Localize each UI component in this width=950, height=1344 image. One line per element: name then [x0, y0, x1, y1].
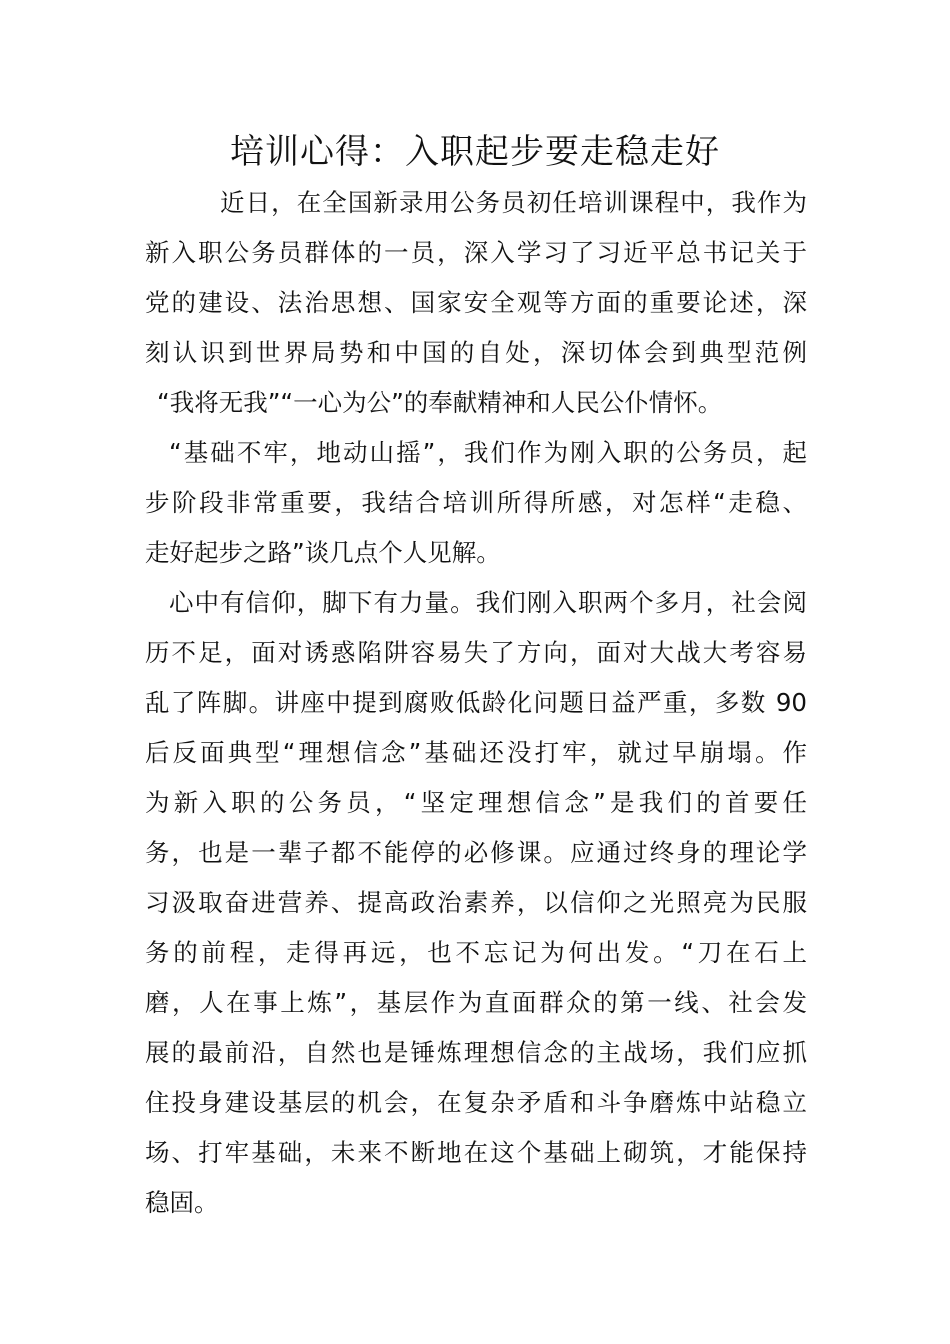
- paragraph-line: “我将无我”“一心为公”的奉献精神和人民公仆情怀。: [157, 388, 723, 417]
- paragraph-line: 走好起步之路”谈几点个人见解。: [145, 538, 501, 567]
- paragraph-line: 乱了阵脚。讲座中提到腐败低龄化问题日益严重，多数 90: [145, 688, 807, 717]
- paragraph-line: 刻认识到世界局势和中国的自处，深切体会到典型范例: [145, 338, 807, 367]
- paragraph-line: 场、打牢基础，未来不断地在这个基础上砌筑，才能保持: [145, 1138, 807, 1167]
- paragraph-line: 党的建设、法治思想、国家安全观等方面的重要论述，深: [145, 288, 807, 317]
- paragraph-line: 务的前程，走得再远，也不忘记为何出发。“刀在石上: [145, 938, 807, 967]
- paragraph-line: 展的最前沿，自然也是锤炼理想信念的主战场，我们应抓: [145, 1038, 807, 1067]
- paragraph-line: 心中有信仰，脚下有力量。我们刚入职两个多月，社会阅: [169, 588, 807, 617]
- paragraph-line: 务，也是一辈子都不能停的必修课。应通过终身的理论学: [145, 838, 807, 867]
- paragraph-line: 磨，人在事上炼”，基层作为直面群众的第一线、社会发: [145, 988, 807, 1017]
- paragraph-line: “基础不牢，地动山摇”，我们作为刚入职的公务员，起: [169, 438, 807, 467]
- document-title: 培训心得：入职起步要走稳走好: [230, 132, 720, 172]
- paragraph-line: 步阶段非常重要，我结合培训所得所感，对怎样“走稳、: [145, 488, 807, 517]
- paragraph-line: 稳固。: [145, 1188, 219, 1217]
- document-body: [145, 178, 807, 1228]
- paragraph-line: 近日，在全国新录用公务员初任培训课程中，我作为: [220, 188, 807, 217]
- paragraph-line: 住投身建设基层的机会，在复杂矛盾和斗争磨炼中站稳立: [145, 1088, 807, 1117]
- paragraph-line: 习汲取奋进营养、提高政治素养，以信仰之光照亮为民服: [145, 888, 807, 917]
- paragraph-line: 新入职公务员群体的一员，深入学习了习近平总书记关于: [145, 238, 807, 267]
- paragraph-line: 为新入职的公务员，“坚定理想信念”是我们的首要任: [145, 788, 807, 817]
- paragraph-line: 后反面典型“理想信念”基础还没打牢，就过早崩塌。作: [145, 738, 807, 767]
- paragraph-line: 历不足，面对诱惑陷阱容易失了方向，面对大战大考容易: [145, 638, 807, 667]
